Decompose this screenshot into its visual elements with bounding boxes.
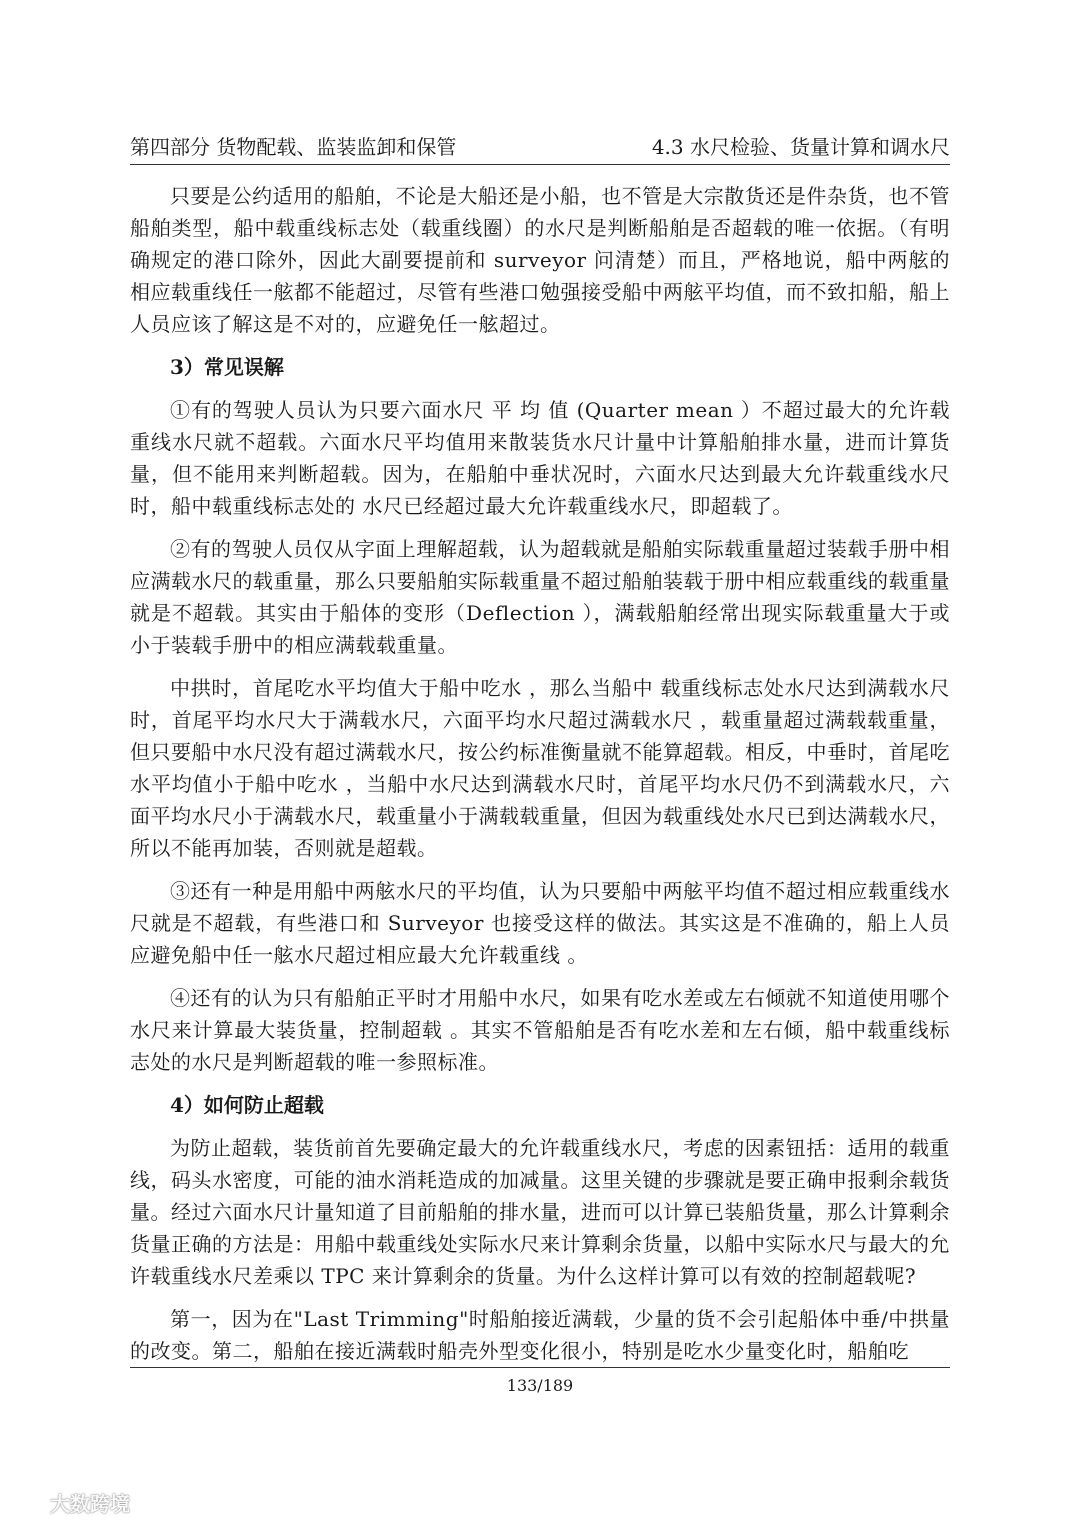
weibo-logo-icon <box>14 1490 44 1514</box>
paragraph: ④还有的认为只有船舶正平时才用船中水尺，如果有吃水差或左右倾就不知道使用哪个水尺来计算最大装货量，控制超载 。其实不管船舶是否有吃水差和左右倾，船中载重线标志处的水尺是判断超载的唯一参照标准。 <box>130 986 950 1074</box>
watermark <box>14 1488 130 1516</box>
paragraph: 为防止超载，装货前首先要确定最大的允许载重线水尺，考虑的因素钮括：适用的载重线，码头水密度，可能的油水消耗造成的加减量。这里关键的步骤就是要正确申报剩余载货量。经过六面水尺计量知道了目前船舶的排水量，进而可以计算已装船货量，那么计算剩余货量正确的方法是：用船中载重线处实际水尺来计算剩余货量，以船中实际水尺与最大的允许载重线水尺差乘以 TPC 来计算剩余的货量。为什么这样计算可以有效的控制超载呢? <box>130 1136 950 1288</box>
header-divider <box>130 164 950 165</box>
page-number: 133/189 <box>506 1376 574 1395</box>
section-heading: 4）如何防止超载 <box>170 1093 324 1117</box>
paragraph: 只要是公约适用的船舶，不论是大船还是小船，也不管是大宗散货还是件杂货，也不管船舶类型，船中载重线标志处（载重线圈）的水尺是判断船舶是否超载的唯一依据。（有明确规定的港口除外，因此大副要提前和 surveyor 问清楚）而且，严格地说，船中两舷的相应载重线任一舷都不能超过，尽管有些港口勉强接受船中两舷平均值，而不致扣船，船上人员应该了解这是不对的，应避免任一舷超过。 <box>130 184 950 336</box>
page-header <box>130 130 950 164</box>
paragraph: ①有的驾驶人员认为只要六面水尺 平 均 值 (Quarter mean ）不超过最大的允许载重线水尺就不超载。六面水尺平均值用来散装货水尺计量中计算船舶排水量，进而计算货量，但不能用来判断超载。因为，在船舶中垂状况时，六面水尺达到最大允许载重线水尺时，船中载重线标志处的 水尺已经超过最大允许载重线水尺，即超载了。 <box>130 398 950 518</box>
paragraph: ②有的驾驶人员仅从字面上理解超载，认为超载就是船舶实际载重量超过装载手册中相应满载水尺的载重量，那么只要船舶实际载重量不超过船舶装载于册中相应载重线的载重量就是不超载。其实由于船体的变形（Deflection ），满载船舶经常出现实际载重量大于或小于装载手册中的相应满载载重量。 <box>130 537 950 657</box>
section-heading: 3）常见误解 <box>170 355 284 379</box>
footer-divider <box>130 1367 950 1368</box>
header-section-title: 第四部分 货物配载、监装监卸和保管 <box>130 135 457 159</box>
page-body <box>130 180 950 1378</box>
header-chapter-title: 4.3 水尺检验、货量计算和调水尺 <box>651 135 950 159</box>
watermark-text: 大数跨境 <box>50 1491 130 1516</box>
paragraph: 第一，因为在"Last Trimming"时船舶接近满载，少量的货不会引起船体中垂/中拱量的改变。第二，船舶在接近满载时船壳外型变化很小，特别是吃水少量变化时，船舶吃 <box>130 1307 950 1363</box>
paragraph: ③还有一种是用船中两舷水尺的平均值，认为只要船中两舷平均值不超过相应载重线水尺就是不超载，有些港口和 Surveyor 也接受这样的做法。其实这是不准确的，船上人员应避免船中任一舷水尺超过相应最大允许载重线 。 <box>130 879 950 967</box>
paragraph: 中拱时，首尾吃水平均值大于船中吃水 ，那么当船中 载重线标志处水尺达到满载水尺时，首尾平均水尺大于满载水尺，六面平均水尺超过满载水尺 ，载重量超过满载载重量，但只要船中水尺没有超过满载水尺，按公约标准衡量就不能算超载。相反，中垂时，首尾吃水平均值小于船中吃水 ，当船中水尺达到满载水尺时，首尾平均水尺仍不到满载水尺，六面平均水尺小于满载水尺，载重量小于满载载重量，但因为载重线处水尺已到达满载水尺，所以不能再加装，否则就是超载。 <box>130 676 950 860</box>
